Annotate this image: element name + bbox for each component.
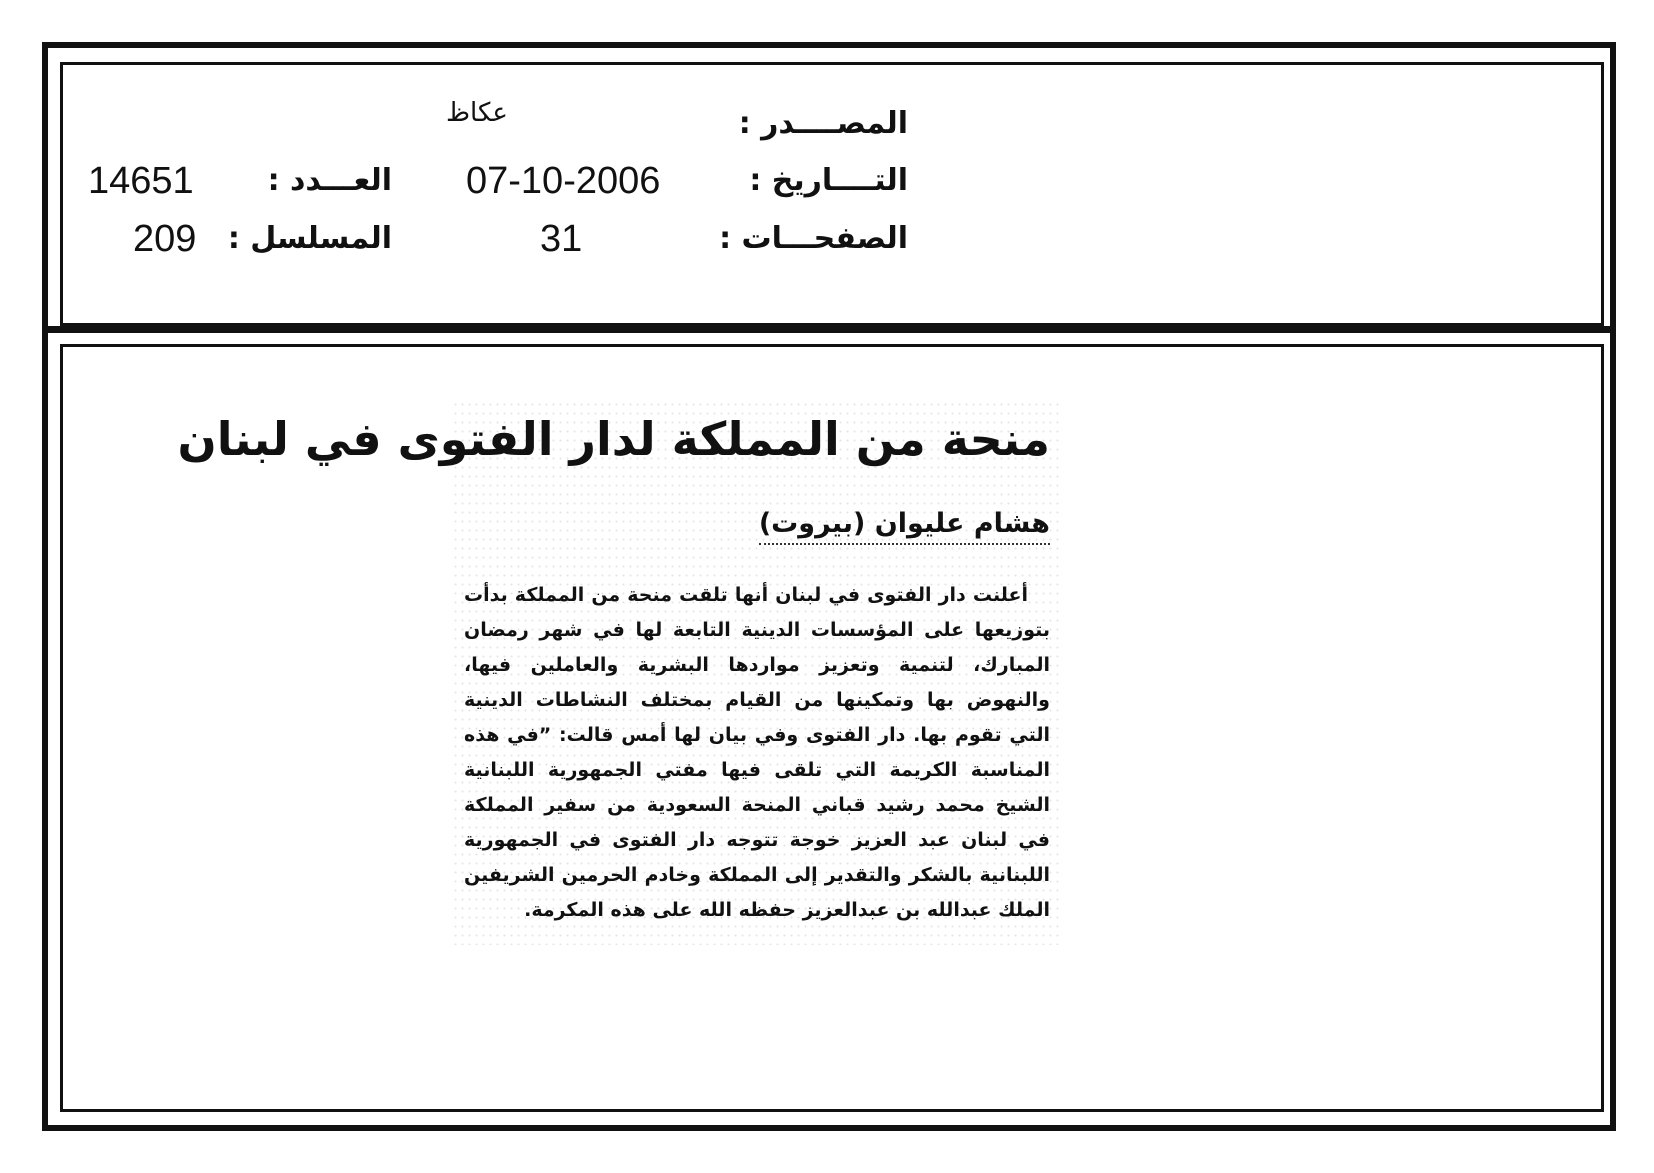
source-label: المصــــدر :: [738, 106, 908, 141]
pages-label: الصفحـــات :: [719, 221, 908, 256]
issue-value: 14651: [88, 160, 194, 202]
date-value: 07-10-2006: [466, 160, 661, 202]
source-value: عكاظ: [446, 98, 508, 128]
article-body: [464, 578, 1050, 928]
article-clipping: [177, 400, 1062, 945]
article-title: منحة من المملكة لدار الفتوى في لبنان: [177, 412, 1050, 466]
serial-label: المسلسل :: [227, 221, 392, 256]
header-divider: [42, 326, 1616, 333]
article-paragraph: أعلنت دار الفتوى في لبنان أنها تلقت منحة من المملكة بدأت بتوزيعها على المؤسسات الدينية التابعة لها في شهر رمضان المبارك، لتنمية وتعزيز مواردها البشرية والعاملين فيها، والنهوض بها وتمكينها من القيام بمختلف النشاطات الدينية التي تقوم بها. دار الفتوى وفي بيان لها أمس قالت: ”في هذه المناسبة الكريمة التي تلقى فيها مفتي الجمهورية اللبنانية الشيخ محمد رشيد قباني المنحة السعودية من سفير المملكة في لبنان عبد العزيز خوجة تتوجه دار الفتوى في الجمهورية اللبنانية بالشكر والتقدير إلى المملكة وخادم الحرمين الشريفين الملك عبدالله بن عبدالعزيز حفظه الله على هذه المكرمة.: [464, 584, 1050, 921]
issue-label: العـــدد :: [267, 163, 392, 198]
date-label: التــــاريخ :: [749, 163, 908, 198]
article-byline: هشام عليوان (بيروت): [759, 508, 1050, 545]
serial-value: 209: [133, 218, 197, 260]
pages-value: 31: [540, 218, 583, 260]
